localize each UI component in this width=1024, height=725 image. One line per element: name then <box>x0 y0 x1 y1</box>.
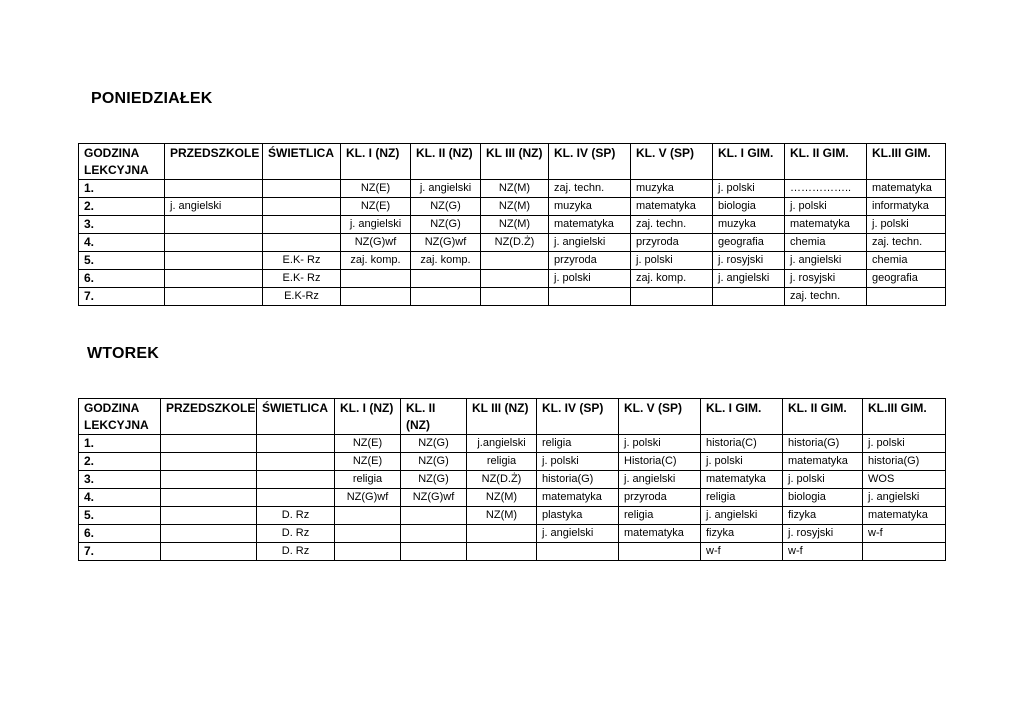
schedule-cell: WOS <box>863 471 946 489</box>
column-header: KL.III GIM. <box>867 144 946 180</box>
lesson-number: 1. <box>79 180 165 198</box>
schedule-cell: muzyka <box>549 198 631 216</box>
schedule-cell: j. angielski <box>549 234 631 252</box>
table-row <box>79 507 946 525</box>
table-row <box>79 216 946 234</box>
schedule-cell <box>161 507 257 525</box>
schedule-cell: D. Rz <box>257 525 335 543</box>
schedule-cell <box>481 270 549 288</box>
column-header: KL. I GIM. <box>701 399 783 435</box>
schedule-cell: NZ(G) <box>411 198 481 216</box>
lesson-number: 1. <box>79 435 161 453</box>
column-header: KL. II GIM. <box>783 399 863 435</box>
schedule-cell: j. angielski <box>411 180 481 198</box>
schedule-cell <box>257 489 335 507</box>
schedule-cell: E.K- Rz <box>263 252 341 270</box>
table-row <box>79 234 946 252</box>
schedule-cell: j. polski <box>701 453 783 471</box>
schedule-cell <box>631 288 713 306</box>
schedule-cell: NZ(G) <box>401 435 467 453</box>
column-header: ŚWIETLICA <box>257 399 335 435</box>
schedule-cell: fizyka <box>701 525 783 543</box>
lesson-number: 3. <box>79 471 161 489</box>
lesson-number: 7. <box>79 543 161 561</box>
lesson-number: 7. <box>79 288 165 306</box>
schedule-cell: j. polski <box>785 198 867 216</box>
schedule-cell: historia(C) <box>701 435 783 453</box>
schedule-cell: informatyka <box>867 198 946 216</box>
schedule-cell: Historia(C) <box>619 453 701 471</box>
schedule-cell <box>537 543 619 561</box>
schedule-cell <box>263 216 341 234</box>
schedule-cell <box>161 453 257 471</box>
lesson-number: 4. <box>79 489 161 507</box>
schedule-cell: NZ(G) <box>401 453 467 471</box>
schedule-cell: j. polski <box>631 252 713 270</box>
schedule-cell: matematyka <box>701 471 783 489</box>
schedule-cell: muzyka <box>713 216 785 234</box>
table-row <box>79 180 946 198</box>
schedule-cell: j. angielski <box>165 198 263 216</box>
schedule-cell: j. angielski <box>341 216 411 234</box>
schedule-cell: NZ(M) <box>481 180 549 198</box>
schedule-cell <box>867 288 946 306</box>
schedule-cell: biologia <box>783 489 863 507</box>
schedule-cell: zaj. komp. <box>341 252 411 270</box>
column-header: KL III (NZ) <box>467 399 537 435</box>
schedule-cell: NZ(E) <box>341 198 411 216</box>
header-row <box>79 399 946 435</box>
lesson-number: 3. <box>79 216 165 234</box>
schedule-cell <box>257 471 335 489</box>
schedule-cell: zaj. techn. <box>631 216 713 234</box>
schedule-cell: NZ(M) <box>481 216 549 234</box>
column-header: KL III (NZ) <box>481 144 549 180</box>
schedule-cell: przyroda <box>619 489 701 507</box>
schedule-cell: plastyka <box>537 507 619 525</box>
schedule-cell: zaj. komp. <box>631 270 713 288</box>
lesson-number: 6. <box>79 525 161 543</box>
schedule-cell: j. rosyjski <box>785 270 867 288</box>
table-row <box>79 288 946 306</box>
schedule-cell: geografia <box>867 270 946 288</box>
schedule-table-tuesday <box>78 398 946 561</box>
column-header: KL. II (NZ) <box>401 399 467 435</box>
schedule-cell: NZ(M) <box>467 507 537 525</box>
schedule-cell: NZ(G)wf <box>341 234 411 252</box>
schedule-cell: j. angielski <box>701 507 783 525</box>
schedule-cell: historia(G) <box>537 471 619 489</box>
column-header: KL. IV (SP) <box>549 144 631 180</box>
schedule-cell: matematyka <box>537 489 619 507</box>
table-row <box>79 453 946 471</box>
column-header: KL. V (SP) <box>631 144 713 180</box>
schedule-cell <box>401 543 467 561</box>
schedule-cell: j. polski <box>713 180 785 198</box>
schedule-cell: j. angielski <box>537 525 619 543</box>
schedule-cell <box>161 435 257 453</box>
schedule-cell: w-f <box>863 525 946 543</box>
schedule-cell: NZ(M) <box>467 489 537 507</box>
day-title-tuesday: WTOREK <box>87 345 160 362</box>
schedule-cell <box>713 288 785 306</box>
column-header: PRZEDSZKOLE <box>165 144 263 180</box>
schedule-cell <box>165 216 263 234</box>
header-row <box>79 144 946 180</box>
column-header: KL. I (NZ) <box>335 399 401 435</box>
day-title-monday: PONIEDZIAŁEK <box>91 90 213 107</box>
lesson-number: 4. <box>79 234 165 252</box>
schedule-cell <box>263 198 341 216</box>
schedule-cell: NZ(E) <box>341 180 411 198</box>
schedule-cell: D. Rz <box>257 543 335 561</box>
schedule-cell: geografia <box>713 234 785 252</box>
column-header: KL. IV (SP) <box>537 399 619 435</box>
table-row <box>79 471 946 489</box>
schedule-cell: j.angielski <box>467 435 537 453</box>
schedule-cell: j. polski <box>783 471 863 489</box>
schedule-cell <box>549 288 631 306</box>
schedule-cell <box>335 543 401 561</box>
schedule-cell: E.K- Rz <box>263 270 341 288</box>
schedule-cell <box>401 525 467 543</box>
schedule-cell: NZ(D.Ż) <box>467 471 537 489</box>
schedule-cell <box>161 489 257 507</box>
schedule-cell <box>165 288 263 306</box>
schedule-table-monday <box>78 143 946 306</box>
schedule-cell: chemia <box>785 234 867 252</box>
schedule-cell: j. polski <box>549 270 631 288</box>
schedule-cell <box>401 507 467 525</box>
schedule-cell <box>263 180 341 198</box>
schedule-cell <box>257 435 335 453</box>
schedule-cell <box>165 234 263 252</box>
schedule-cell <box>481 288 549 306</box>
schedule-cell: NZ(G)wf <box>411 234 481 252</box>
schedule-cell: j. angielski <box>785 252 867 270</box>
schedule-cell: NZ(E) <box>335 435 401 453</box>
schedule-cell: NZ(G) <box>411 216 481 234</box>
column-header: KL. II GIM. <box>785 144 867 180</box>
schedule-cell: matematyka <box>863 507 946 525</box>
schedule-cell <box>341 288 411 306</box>
schedule-cell: zaj. techn. <box>549 180 631 198</box>
schedule-cell <box>467 543 537 561</box>
table-row <box>79 270 946 288</box>
table-row <box>79 435 946 453</box>
schedule-cell: matematyka <box>619 525 701 543</box>
schedule-cell: religia <box>467 453 537 471</box>
schedule-cell: zaj. techn. <box>867 234 946 252</box>
table-row <box>79 198 946 216</box>
schedule-cell: religia <box>701 489 783 507</box>
schedule-cell <box>161 471 257 489</box>
schedule-cell: j. rosyjski <box>713 252 785 270</box>
schedule-cell: matematyka <box>785 216 867 234</box>
schedule-cell <box>161 525 257 543</box>
schedule-cell: biologia <box>713 198 785 216</box>
table-row <box>79 543 946 561</box>
schedule-cell <box>263 234 341 252</box>
schedule-cell: …………….. <box>785 180 867 198</box>
schedule-cell <box>863 543 946 561</box>
schedule-cell: NZ(E) <box>335 453 401 471</box>
column-header: KL. I (NZ) <box>341 144 411 180</box>
lesson-number: 2. <box>79 198 165 216</box>
lesson-number: 5. <box>79 252 165 270</box>
schedule-cell: religia <box>335 471 401 489</box>
schedule-cell <box>165 252 263 270</box>
schedule-cell: D. Rz <box>257 507 335 525</box>
schedule-cell: NZ(M) <box>481 198 549 216</box>
schedule-cell: przyroda <box>549 252 631 270</box>
schedule-cell: NZ(G) <box>401 471 467 489</box>
schedule-cell <box>161 543 257 561</box>
schedule-cell: religia <box>619 507 701 525</box>
schedule-cell: j. polski <box>537 453 619 471</box>
schedule-cell: przyroda <box>631 234 713 252</box>
schedule-cell <box>257 453 335 471</box>
schedule-cell: muzyka <box>631 180 713 198</box>
schedule-cell: E.K-Rz <box>263 288 341 306</box>
schedule-cell <box>467 525 537 543</box>
schedule-cell: w-f <box>783 543 863 561</box>
schedule-cell <box>411 288 481 306</box>
schedule-cell: w-f <box>701 543 783 561</box>
schedule-cell <box>481 252 549 270</box>
schedule-cell <box>619 543 701 561</box>
lesson-number: 6. <box>79 270 165 288</box>
table-row <box>79 489 946 507</box>
column-header: PRZEDSZKOLE <box>161 399 257 435</box>
lesson-number: 2. <box>79 453 161 471</box>
schedule-cell <box>341 270 411 288</box>
schedule-cell: historia(G) <box>863 453 946 471</box>
schedule-cell <box>335 507 401 525</box>
schedule-cell: historia(G) <box>783 435 863 453</box>
schedule-cell: j. polski <box>867 216 946 234</box>
column-header: KL.III GIM. <box>863 399 946 435</box>
schedule-cell: j. polski <box>619 435 701 453</box>
column-header: ŚWIETLICA <box>263 144 341 180</box>
schedule-cell: zaj. techn. <box>785 288 867 306</box>
schedule-cell <box>411 270 481 288</box>
schedule-cell: j. rosyjski <box>783 525 863 543</box>
lesson-number: 5. <box>79 507 161 525</box>
schedule-cell <box>165 270 263 288</box>
schedule-cell <box>165 180 263 198</box>
table-row <box>79 252 946 270</box>
schedule-cell: chemia <box>867 252 946 270</box>
schedule-cell <box>335 525 401 543</box>
schedule-cell: j. angielski <box>619 471 701 489</box>
column-header: KL. II (NZ) <box>411 144 481 180</box>
schedule-cell: zaj. komp. <box>411 252 481 270</box>
schedule-cell: j. angielski <box>713 270 785 288</box>
table-row <box>79 525 946 543</box>
schedule-cell: matematyka <box>783 453 863 471</box>
schedule-cell: matematyka <box>631 198 713 216</box>
schedule-cell: matematyka <box>549 216 631 234</box>
schedule-cell: matematyka <box>867 180 946 198</box>
schedule-cell: fizyka <box>783 507 863 525</box>
schedule-cell: NZ(D.Ż) <box>481 234 549 252</box>
column-header: GODZINA LEKCYJNA <box>79 144 165 180</box>
column-header: KL. V (SP) <box>619 399 701 435</box>
column-header: KL. I GIM. <box>713 144 785 180</box>
schedule-cell: j. polski <box>863 435 946 453</box>
schedule-cell: NZ(G)wf <box>335 489 401 507</box>
schedule-cell: religia <box>537 435 619 453</box>
schedule-cell: j. angielski <box>863 489 946 507</box>
column-header: GODZINA LEKCYJNA <box>79 399 161 435</box>
schedule-cell: NZ(G)wf <box>401 489 467 507</box>
